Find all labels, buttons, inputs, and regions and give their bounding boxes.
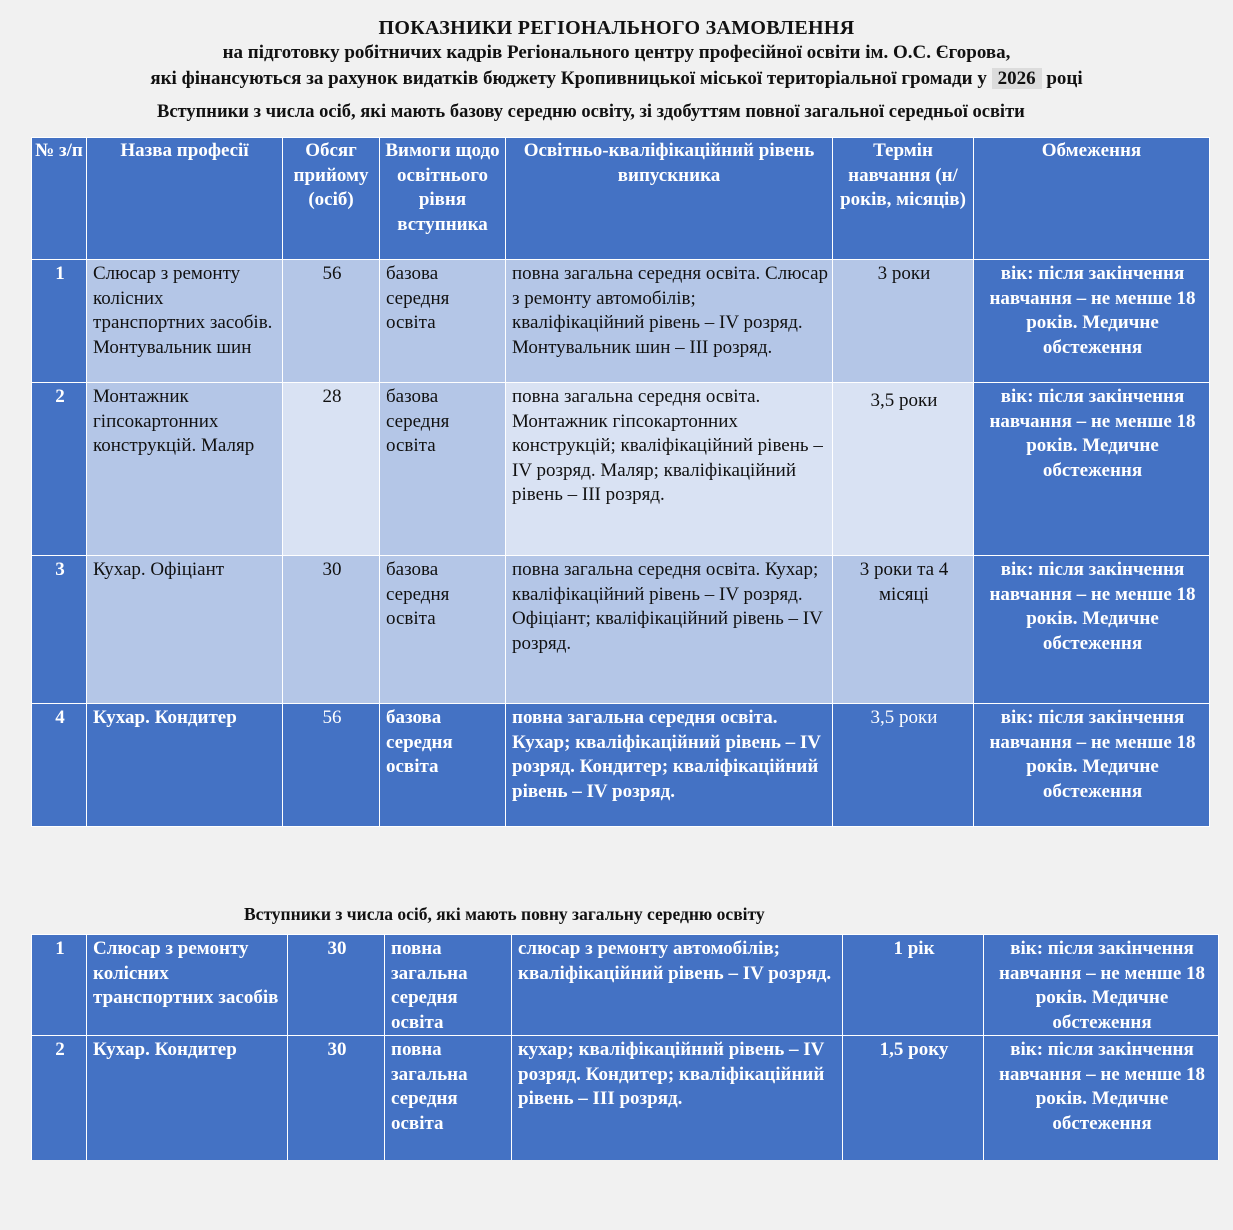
entry-requirement: базова середня освіта <box>380 383 506 556</box>
graduate-level: повна загальна середня освіта. Слюсар з ремонту автомобілів; кваліфікаційний рівень – IV розряд. Монтувальник шин – ІІІ розряд. <box>506 260 833 383</box>
row-number: 1 <box>32 935 87 1036</box>
graduate-level: кухар; кваліфікаційний рівень – IV розряд. Кондитер; кваліфікаційний рівень – ІІІ розряд. <box>512 1036 843 1160</box>
table-row <box>32 383 1210 556</box>
page-title: ПОКАЗНИКИ РЕГІОНАЛЬНОГО ЗАМОВЛЕННЯ <box>378 17 855 39</box>
restrictions: вік: після закінчення навчання – не менше 18 років. Медичне обстеження <box>984 1036 1219 1160</box>
row-number: 4 <box>32 704 87 827</box>
header-line-3-end: році <box>1046 68 1083 89</box>
graduate-level: повна загальна середня освіта. Монтажник гіпсокартонних конструкцій; кваліфікаційний рівень – IV розряд. Маляр; кваліфікаційний рівень – ІІІ розряд. <box>506 383 833 556</box>
column-header-num: № з/п <box>32 138 87 260</box>
admission-count: 30 <box>288 935 385 1036</box>
restrictions: вік: після закінчення навчання – не менше 18 років. Медичне обстеження <box>974 260 1210 383</box>
column-header-term: Термін навчання (н/років, місяців) <box>833 138 974 260</box>
graduate-level: повна загальна середня освіта. Кухар; кваліфікаційний рівень – IV розряд. Офіціант; кваліфікаційний рівень – IV розряд. <box>506 556 833 704</box>
entry-requirement: повна загальна середня освіта <box>385 935 512 1036</box>
graduate-level: повна загальна середня освіта. Кухар; кваліфікаційний рівень – IV розряд. Кондитер; кваліфікаційний рівень – IV розряд. <box>506 704 833 827</box>
entry-requirement: базова середня освіта <box>380 704 506 827</box>
admission-count: 56 <box>283 704 380 827</box>
table-row <box>32 1036 1219 1160</box>
row-number: 1 <box>32 260 87 383</box>
column-header-count: Обсяг прийому (осіб) <box>283 138 380 260</box>
entry-requirement: повна загальна середня освіта <box>385 1036 512 1160</box>
column-header-requirements: Вимоги щодо освітнього рівня вступника <box>380 138 506 260</box>
document-header <box>0 16 1233 92</box>
entry-requirement: базова середня освіта <box>380 556 506 704</box>
restrictions: вік: після закінчення навчання – не менше 18 років. Медичне обстеження <box>974 556 1210 704</box>
profession-name: Кухар. Офіціант <box>87 556 283 704</box>
graduate-level: слюсар з ремонту автомобілів; кваліфікаційний рівень – IV розряд. <box>512 935 843 1036</box>
study-term: 1,5 року <box>843 1036 984 1160</box>
admission-count: 28 <box>283 383 380 556</box>
table-row <box>32 704 1210 827</box>
table-row <box>32 935 1219 1036</box>
study-term: 3 роки та 4 місяці <box>833 556 974 704</box>
admission-count: 56 <box>283 260 380 383</box>
study-term: 1 рік <box>843 935 984 1036</box>
table-row <box>32 260 1210 383</box>
header-line-3 <box>0 66 1233 92</box>
admission-count: 30 <box>288 1036 385 1160</box>
entry-requirement: базова середня освіта <box>380 260 506 383</box>
profession-name: Кухар. Кондитер <box>87 704 283 827</box>
column-header-level: Освітньо-кваліфікаційний рівень випускника <box>506 138 833 260</box>
secondary-order-table <box>31 934 1219 1160</box>
profession-name: Кухар. Кондитер <box>87 1036 288 1160</box>
row-number: 3 <box>32 556 87 704</box>
restrictions: вік: після закінчення навчання – не менше 18 років. Медичне обстеження <box>984 935 1219 1036</box>
header-line-2: на підготовку робітничих кадрів Регіонального центру професійної освіти ім. О.С. Єгорова, <box>222 42 1011 63</box>
profession-name: Слюсар з ремонту колісних транспортних засобів. Монтувальник шин <box>87 260 283 383</box>
study-term: 3 роки <box>833 260 974 383</box>
regional-order-table <box>31 137 1210 827</box>
restrictions: вік: після закінчення навчання – не менше 18 років. Медичне обстеження <box>974 704 1210 827</box>
table-row <box>32 556 1210 704</box>
profession-name: Слюсар з ремонту колісних транспортних засобів <box>87 935 288 1036</box>
year-value: 2026 <box>992 68 1042 89</box>
row-number: 2 <box>32 1036 87 1160</box>
row-number: 2 <box>32 383 87 556</box>
header-line-3-text: які фінансуються за рахунок видатків бюджету Кропивницької міської територіальної громади у <box>150 68 987 89</box>
study-term: 3,5 роки <box>833 383 974 556</box>
study-term: 3,5 роки <box>833 704 974 827</box>
section1-subtitle: Вступники з числа осіб, які мають базову середню освіту, зі здобуттям повної загальної середньої освіти <box>157 102 1025 122</box>
column-header-limits: Обмеження <box>974 138 1210 260</box>
column-header-name: Назва професії <box>87 138 283 260</box>
profession-name: Монтажник гіпсокартонних конструкцій. Маляр <box>87 383 283 556</box>
restrictions: вік: після закінчення навчання – не менше 18 років. Медичне обстеження <box>974 383 1210 556</box>
table-header-row <box>32 138 1210 260</box>
admission-count: 30 <box>283 556 380 704</box>
section2-subtitle: Вступники з числа осіб, які мають повну загальну середню освіту <box>244 904 765 924</box>
